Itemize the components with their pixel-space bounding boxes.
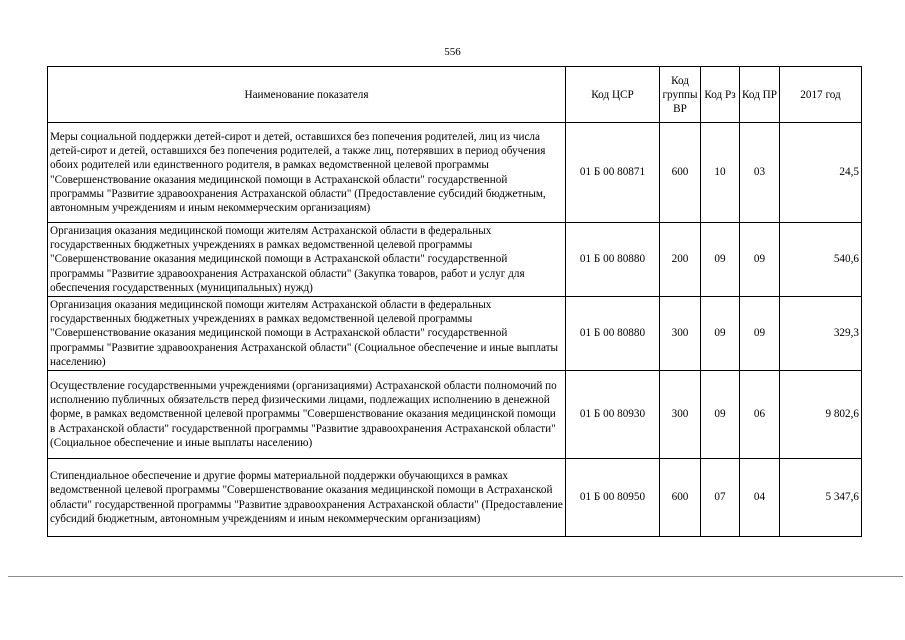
row-vr-code: 200 (660, 223, 701, 297)
row-vr-code: 600 (660, 123, 701, 223)
page-bottom-divider (8, 576, 903, 577)
row-name: Организация оказания медицинской помощи жителям Астраханской области в федеральных государственных бюджетных учреждениях в рамках ведомственной целевой программы "Совершенствование оказания медицинской помощи в Астраханской области" государственной программы "Развитие здравоохранения Астраханской области" (Социальное обеспечение и иные выплаты населению) (48, 297, 566, 371)
table-row (48, 459, 862, 537)
table-row (48, 223, 862, 297)
header-name: Наименование показателя (48, 67, 566, 123)
row-amount: 24,5 (780, 123, 862, 223)
row-vr-code: 600 (660, 459, 701, 537)
row-vr-code: 300 (660, 371, 701, 459)
page-number: 556 (444, 46, 461, 58)
row-pr-code: 04 (740, 459, 780, 537)
row-rz-code: 10 (701, 123, 740, 223)
table-row (48, 123, 862, 223)
row-csr-code: 01 Б 00 80930 (566, 371, 660, 459)
row-csr-code: 01 Б 00 80880 (566, 297, 660, 371)
row-rz-code: 09 (701, 371, 740, 459)
row-amount: 5 347,6 (780, 459, 862, 537)
row-csr-code: 01 Б 00 80950 (566, 459, 660, 537)
row-amount: 540,6 (780, 223, 862, 297)
row-name: Стипендиальное обеспечение и другие формы материальной поддержки обучающихся в рамках ведомственной целевой программы "Совершенствование оказания медицинской помощи в Астраханской области" государственной программы "Развитие здравоохранения Астраханской области" (Предоставление субсидий бюджетным, автономным учреждениям и иным некоммерческим организациям) (48, 459, 566, 537)
header-vr-code: Код группы ВР (660, 67, 701, 123)
row-rz-code: 09 (701, 297, 740, 371)
table-header-row (48, 67, 862, 123)
row-csr-code: 01 Б 00 80880 (566, 223, 660, 297)
table-row (48, 371, 862, 459)
header-rz-code: Код Рз (701, 67, 740, 123)
row-name: Осуществление государственными учреждениями (организациями) Астраханской области полномочий по исполнению публичных обязательств перед физическими лицами, подлежащих исполнению в денежной форме, в рамках ведомственной целевой программы "Совершенствование оказания медицинской помощи в Астраханской области" государственной программы "Развитие здравоохранения Астраханской области" (Социальное обеспечение и иные выплаты населению) (48, 371, 566, 459)
row-vr-code: 300 (660, 297, 701, 371)
row-pr-code: 03 (740, 123, 780, 223)
header-csr-code: Код ЦСР (566, 67, 660, 123)
budget-table (47, 66, 862, 537)
row-csr-code: 01 Б 00 80871 (566, 123, 660, 223)
row-pr-code: 09 (740, 297, 780, 371)
row-amount: 9 802,6 (780, 371, 862, 459)
header-pr-code: Код ПР (740, 67, 780, 123)
row-pr-code: 06 (740, 371, 780, 459)
row-name: Меры социальной поддержки детей-сирот и детей, оставшихся без попечения родителей, лиц из числа детей-сирот и детей, оставшихся без попечения родителей, а также лиц, потерявших в период обучения обоих родителей или единственного родителя, в рамках ведомственной целевой программы "Совершенствование оказания медицинской помощи в Астраханской области" государственной программы "Развитие здравоохранения Астраханской области" (Предоставление субсидий бюджетным, автономным учреждениям и иным некоммерческим организациям) (48, 123, 566, 223)
row-amount: 329,3 (780, 297, 862, 371)
row-pr-code: 09 (740, 223, 780, 297)
row-name: Организация оказания медицинской помощи жителям Астраханской области в федеральных государственных бюджетных учреждениях в рамках ведомственной целевой программы "Совершенствование оказания медицинской помощи в Астраханской области" государственной программы "Развитие здравоохранения Астраханской области" (Закупка товаров, работ и услуг для обеспечения государственных (муниципальных) нужд) (48, 223, 566, 297)
header-year: 2017 год (780, 67, 862, 123)
row-rz-code: 07 (701, 459, 740, 537)
row-rz-code: 09 (701, 223, 740, 297)
table-row (48, 297, 862, 371)
